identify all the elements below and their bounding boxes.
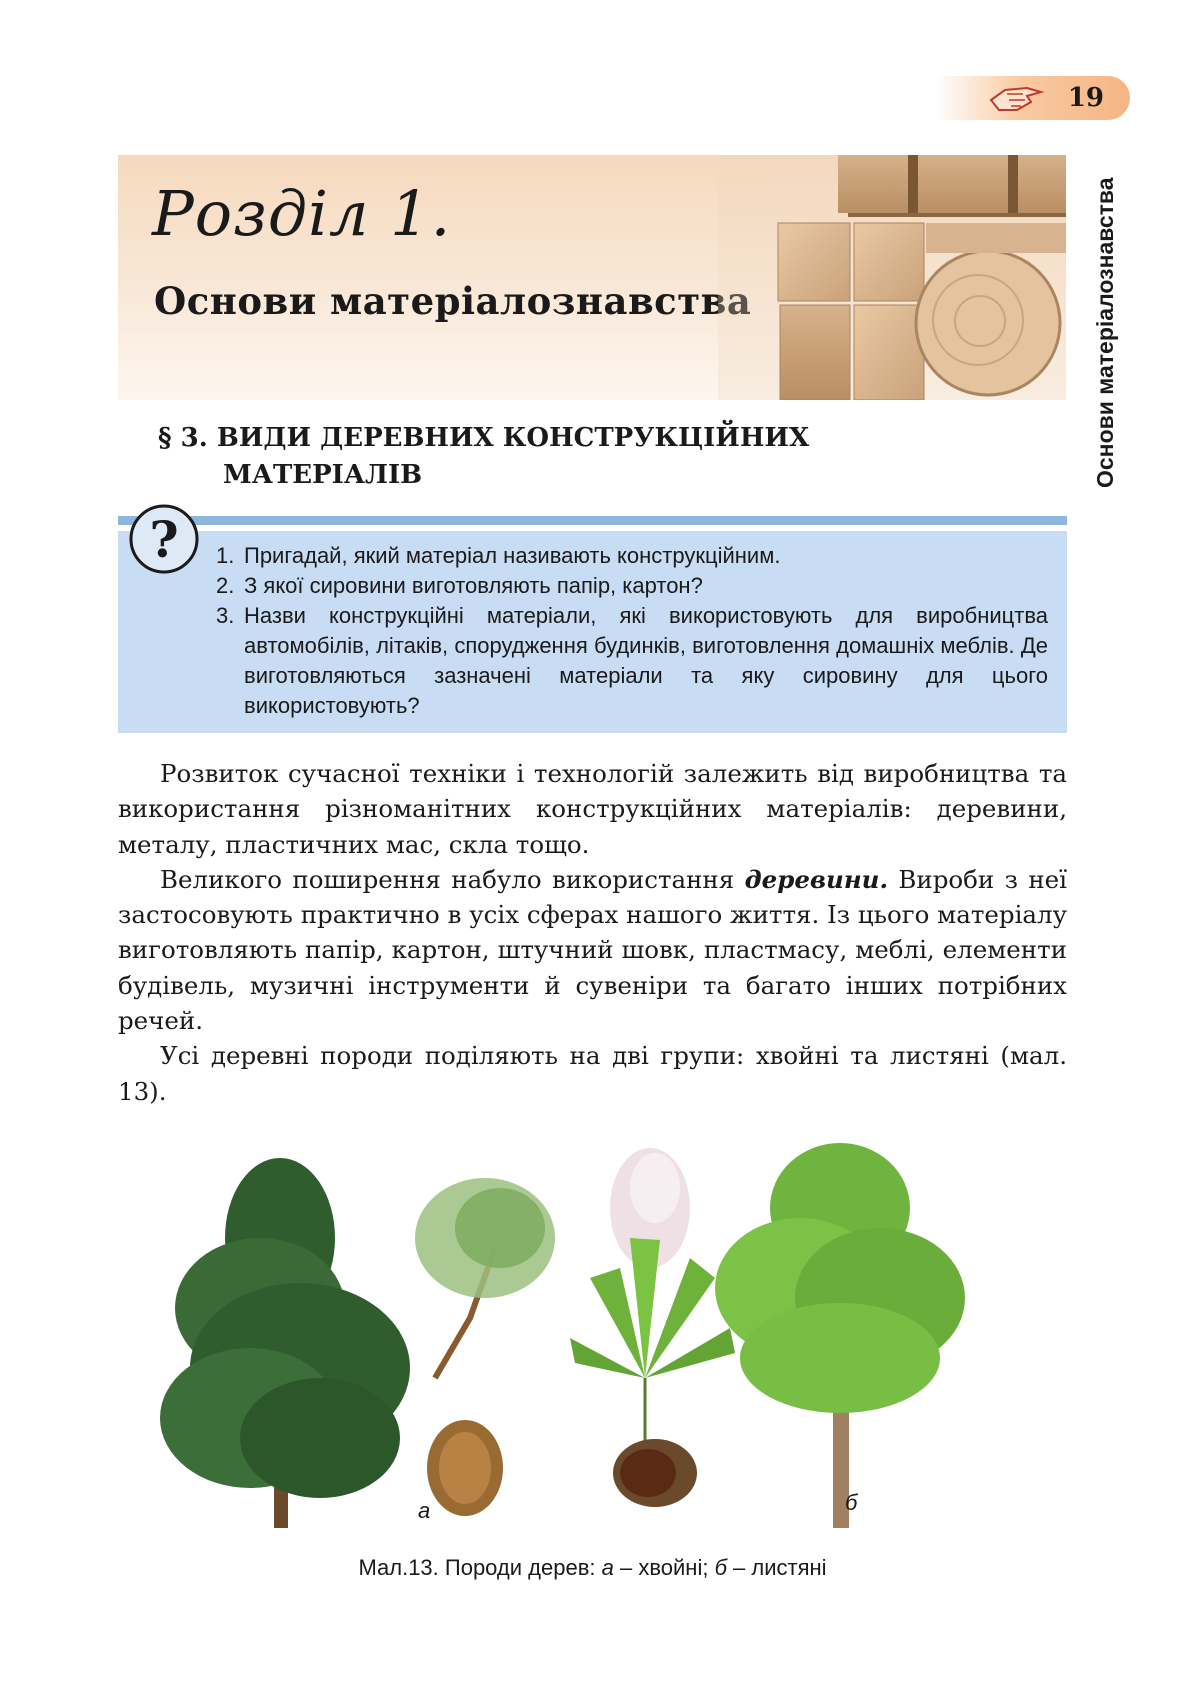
section-heading [158, 420, 918, 494]
caption-text: Мал.13. Породи дерев: [358, 1555, 602, 1580]
caption-text: – хвойні; [613, 1555, 715, 1580]
paragraph-text: Вироби з неї застосовують практично в усіх сферах нашого життя. Із цього матеріалу виготовляють папір, картон, штучний шовк, пластмасу, меблі, елементи будівель, музичні інструменти й сувеніри та багато інших потрібних речей. [118, 864, 1067, 1036]
trees-illustration [150, 1128, 1050, 1548]
question-item [216, 601, 1048, 721]
figure-label-a: а [418, 1498, 431, 1523]
page-number-tab [935, 76, 1130, 120]
pine-tree-image [160, 1158, 410, 1528]
question-text: З якої сировини виготовляють папір, картон? [244, 573, 703, 598]
section-number: § 3. [158, 423, 208, 453]
paragraph: Розвиток сучасної техніки і технологій залежить від виробництва та використання різноманітних конструкційних матеріалів: деревини, металу, пластичних мас, скла тощо. [118, 759, 1067, 859]
question-list [216, 541, 1048, 721]
page-number: 19 [1067, 83, 1104, 113]
section-title-line1: ВИДИ ДЕРЕВНИХ КОНСТРУКЦІЙНИХ [216, 423, 810, 453]
question-number: 3. [216, 603, 235, 628]
caption-a: а [601, 1555, 614, 1580]
pine-branch-image [415, 1178, 555, 1378]
caption-b: б [714, 1555, 727, 1580]
pointing-hand-icon [987, 80, 1047, 116]
question-item [216, 541, 1048, 571]
chapter-banner [118, 155, 1066, 400]
question-text: Пригадай, який матеріал називають конструкційним. [244, 543, 781, 568]
paragraph: Усі деревні породи поділяють на дві групи: хвойні та листяні (мал. 13). [118, 1041, 1067, 1106]
section-title-line2: МАТЕРІАЛІВ [223, 460, 423, 490]
figure-label-b: б [845, 1490, 858, 1515]
question-number: 2. [216, 573, 235, 598]
chestnut-leaf-image [570, 1238, 735, 1448]
question-box-stripe [118, 516, 1067, 525]
wood-blocks-image [718, 155, 1066, 400]
pine-cone-image [427, 1420, 503, 1516]
emphasis-term: деревини. [744, 864, 889, 894]
body-text [118, 756, 1067, 1109]
paragraph-text: Великого поширення набуло використання [160, 864, 745, 894]
question-text: Назви конструкційні матеріали, які використовують для виробництва автомобілів, літаків, спорудження будинків, виготовлення домашніх меблів. Де виготовляються зазначені матеріали та яку сировину для цього використовують? [244, 603, 1048, 718]
caption-text: – листяні [726, 1555, 827, 1580]
deciduous-tree-image [715, 1143, 965, 1528]
chapter-title: Основи матеріалознавства [154, 279, 752, 323]
tree-figure [150, 1128, 1050, 1548]
paragraph [118, 862, 1067, 1038]
chapter-label: Розділ 1. [152, 177, 452, 250]
running-title: Основи матеріалознавства [1092, 177, 1118, 488]
question-mark-icon [128, 503, 200, 575]
chestnut-fruit-image [613, 1439, 697, 1507]
figure-caption [118, 1555, 1067, 1581]
svg-text:?: ? [149, 510, 179, 569]
question-number: 1. [216, 543, 235, 568]
question-item [216, 571, 1048, 601]
